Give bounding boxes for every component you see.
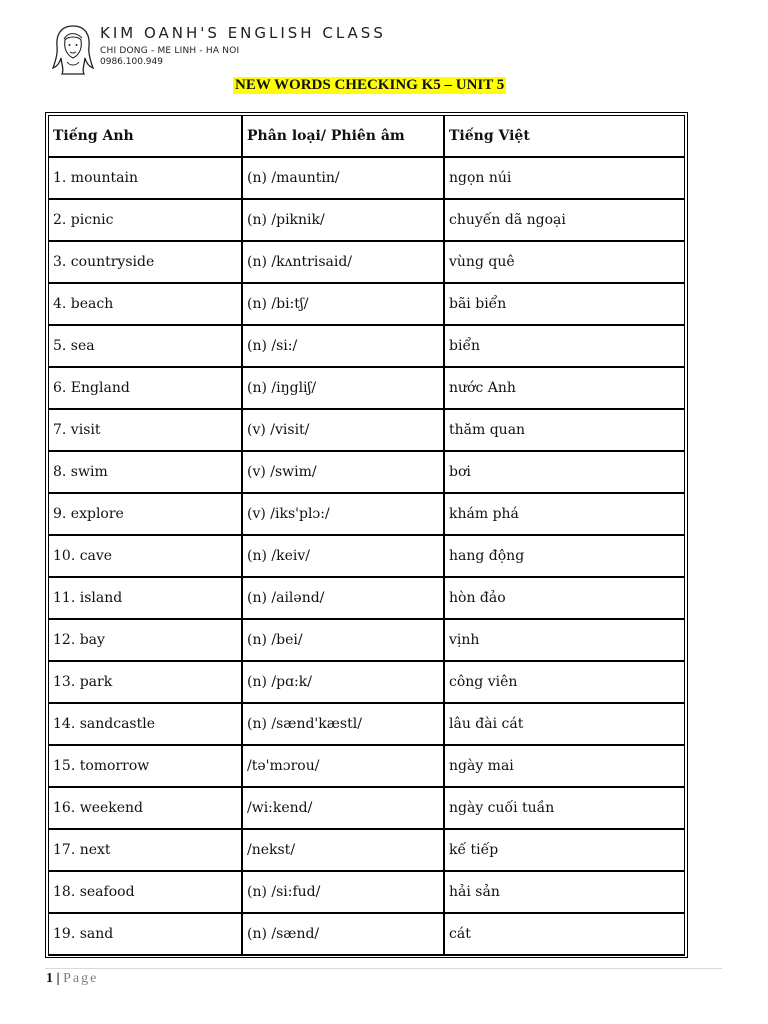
- cell-english-word: 9. explore: [48, 493, 242, 535]
- column-header-english: Tiếng Anh: [48, 115, 242, 157]
- cell-vietnamese-meaning: thăm quan: [444, 409, 685, 451]
- cell-type-phonetic: (n) /ailənd/: [242, 577, 444, 619]
- cell-type-phonetic: (v) /iks'plɔ:/: [242, 493, 444, 535]
- table-row: [48, 619, 685, 661]
- table-row: [48, 661, 685, 703]
- cell-english-word: 16. weekend: [48, 787, 242, 829]
- table-row: [48, 913, 685, 955]
- cell-type-phonetic: (n) /sænd'kæstl/: [242, 703, 444, 745]
- cell-vietnamese-meaning: cát: [444, 913, 685, 955]
- cell-english-word: 13. park: [48, 661, 242, 703]
- cell-english-word: 15. tomorrow: [48, 745, 242, 787]
- cell-english-word: 11. island: [48, 577, 242, 619]
- cell-type-phonetic: (n) /si:fud/: [242, 871, 444, 913]
- cell-vietnamese-meaning: hang động: [444, 535, 685, 577]
- table-row: [48, 871, 685, 913]
- table-row: [48, 745, 685, 787]
- page-title: NEW WORDS CHECKING K5 – UNIT 5: [235, 77, 505, 93]
- cell-english-word: 2. picnic: [48, 199, 242, 241]
- cell-type-phonetic: (n) /iŋgliʃ/: [242, 367, 444, 409]
- cell-english-word: 3. countryside: [48, 241, 242, 283]
- cell-type-phonetic: (v) /swim/: [242, 451, 444, 493]
- cell-vietnamese-meaning: bơi: [444, 451, 685, 493]
- table-row: [48, 493, 685, 535]
- cell-type-phonetic: (n) /mauntin/: [242, 157, 444, 199]
- table-row: [48, 283, 685, 325]
- table-header-row: [48, 115, 685, 157]
- table-row: [48, 829, 685, 871]
- cell-vietnamese-meaning: vịnh: [444, 619, 685, 661]
- footer-separator: |: [56, 971, 60, 986]
- cell-type-phonetic: /wi:kend/: [242, 787, 444, 829]
- footer-divider: [45, 968, 722, 969]
- cell-english-word: 17. next: [48, 829, 242, 871]
- cell-vietnamese-meaning: hải sản: [444, 871, 685, 913]
- brand-address: CHI DONG - ME LINH - HA NOI: [100, 46, 240, 56]
- girl-portrait-logo-icon: [50, 22, 96, 76]
- cell-vietnamese-meaning: vùng quê: [444, 241, 685, 283]
- cell-vietnamese-meaning: ngọn núi: [444, 157, 685, 199]
- cell-vietnamese-meaning: chuyến dã ngoại: [444, 199, 685, 241]
- table-row: [48, 451, 685, 493]
- cell-vietnamese-meaning: biển: [444, 325, 685, 367]
- cell-vietnamese-meaning: hòn đảo: [444, 577, 685, 619]
- cell-vietnamese-meaning: nước Anh: [444, 367, 685, 409]
- cell-english-word: 1. mountain: [48, 157, 242, 199]
- cell-vietnamese-meaning: công viên: [444, 661, 685, 703]
- cell-english-word: 10. cave: [48, 535, 242, 577]
- page-label: Page: [63, 971, 99, 986]
- cell-type-phonetic: (v) /visit/: [242, 409, 444, 451]
- cell-english-word: 19. sand: [48, 913, 242, 955]
- table-row: [48, 409, 685, 451]
- header: [50, 22, 470, 80]
- table-row: [48, 577, 685, 619]
- column-header-vietnamese: Tiếng Việt: [444, 115, 685, 157]
- cell-vietnamese-meaning: kế tiếp: [444, 829, 685, 871]
- page-number: 1: [46, 971, 53, 986]
- cell-type-phonetic: (n) /piknik/: [242, 199, 444, 241]
- table-row: [48, 367, 685, 409]
- cell-type-phonetic: (n) /kʌntrisaid/: [242, 241, 444, 283]
- cell-type-phonetic: (n) /keiv/: [242, 535, 444, 577]
- cell-type-phonetic: /tə'mɔrou/: [242, 745, 444, 787]
- cell-vietnamese-meaning: lâu đài cát: [444, 703, 685, 745]
- table-row: [48, 787, 685, 829]
- cell-english-word: 5. sea: [48, 325, 242, 367]
- vocabulary-table: [48, 115, 685, 955]
- cell-english-word: 6. England: [48, 367, 242, 409]
- cell-type-phonetic: (n) /pɑ:k/: [242, 661, 444, 703]
- cell-vietnamese-meaning: ngày cuối tuần: [444, 787, 685, 829]
- cell-english-word: 18. seafood: [48, 871, 242, 913]
- cell-type-phonetic: (n) /bi:tʃ/: [242, 283, 444, 325]
- cell-type-phonetic: (n) /sænd/: [242, 913, 444, 955]
- table-row: [48, 241, 685, 283]
- cell-english-word: 12. bay: [48, 619, 242, 661]
- cell-vietnamese-meaning: ngày mai: [444, 745, 685, 787]
- cell-english-word: 8. swim: [48, 451, 242, 493]
- cell-type-phonetic: /nekst/: [242, 829, 444, 871]
- column-header-type-phonetic: Phân loại/ Phiên âm: [242, 115, 444, 157]
- cell-english-word: 14. sandcastle: [48, 703, 242, 745]
- vocabulary-table-frame: [45, 112, 688, 958]
- brand-name: KIM OANH'S ENGLISH CLASS: [100, 24, 386, 42]
- table-row: [48, 157, 685, 199]
- table-row: [48, 535, 685, 577]
- cell-type-phonetic: (n) /bei/: [242, 619, 444, 661]
- cell-english-word: 7. visit: [48, 409, 242, 451]
- brand-phone: 0986.100.949: [100, 57, 163, 67]
- cell-english-word: 4. beach: [48, 283, 242, 325]
- table-row: [48, 703, 685, 745]
- table-row: [48, 325, 685, 367]
- cell-vietnamese-meaning: khám phá: [444, 493, 685, 535]
- cell-vietnamese-meaning: bãi biển: [444, 283, 685, 325]
- table-row: [48, 199, 685, 241]
- cell-type-phonetic: (n) /si:/: [242, 325, 444, 367]
- page-footer: [46, 971, 98, 987]
